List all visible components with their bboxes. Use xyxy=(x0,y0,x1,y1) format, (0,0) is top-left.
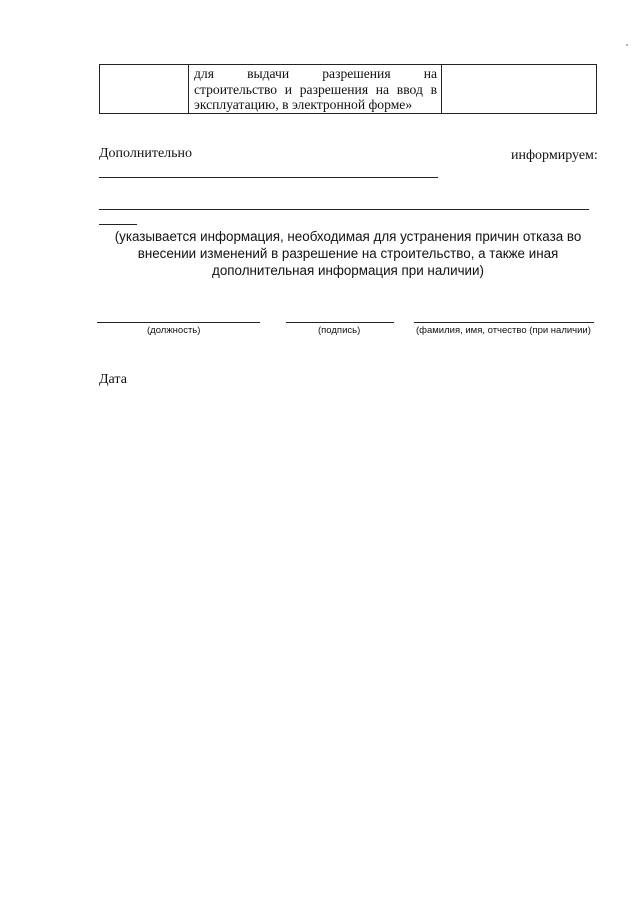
table-cell-empty-right xyxy=(442,65,597,114)
full-name-caption: (фамилия, имя, отчество (при наличии) xyxy=(416,325,591,336)
table-row xyxy=(100,65,597,114)
info-field-line-1[interactable] xyxy=(99,177,438,178)
service-name-line-1: для выдачи разрешения на xyxy=(194,66,437,81)
inform-label: информируем: xyxy=(511,148,598,163)
info-instruction-note: (указывается информация, необходимая для устранения причин отказа во внесении изменений в разрешение на строительство, а также иная дополнительная информация при наличии) xyxy=(114,229,582,278)
service-table-fragment xyxy=(99,64,597,114)
position-caption: (должность) xyxy=(147,325,201,336)
service-name-line-3: эксплуатацию, в электронной форме» xyxy=(194,97,413,112)
info-field-line-3-stub xyxy=(99,224,137,225)
position-signature-line[interactable] xyxy=(97,322,260,323)
signature-line[interactable] xyxy=(286,322,394,323)
signature-caption: (подпись) xyxy=(318,325,361,336)
scan-speck xyxy=(626,44,628,46)
table-cell-service-name xyxy=(189,65,442,114)
date-label: Дата xyxy=(99,372,127,387)
additional-label: Дополнительно xyxy=(99,146,193,161)
service-name-line-2: строительство и разрешения на ввод в xyxy=(194,81,437,97)
full-name-line[interactable] xyxy=(414,322,594,323)
info-field-line-2[interactable] xyxy=(99,209,589,210)
table-cell-empty-left xyxy=(100,65,189,114)
